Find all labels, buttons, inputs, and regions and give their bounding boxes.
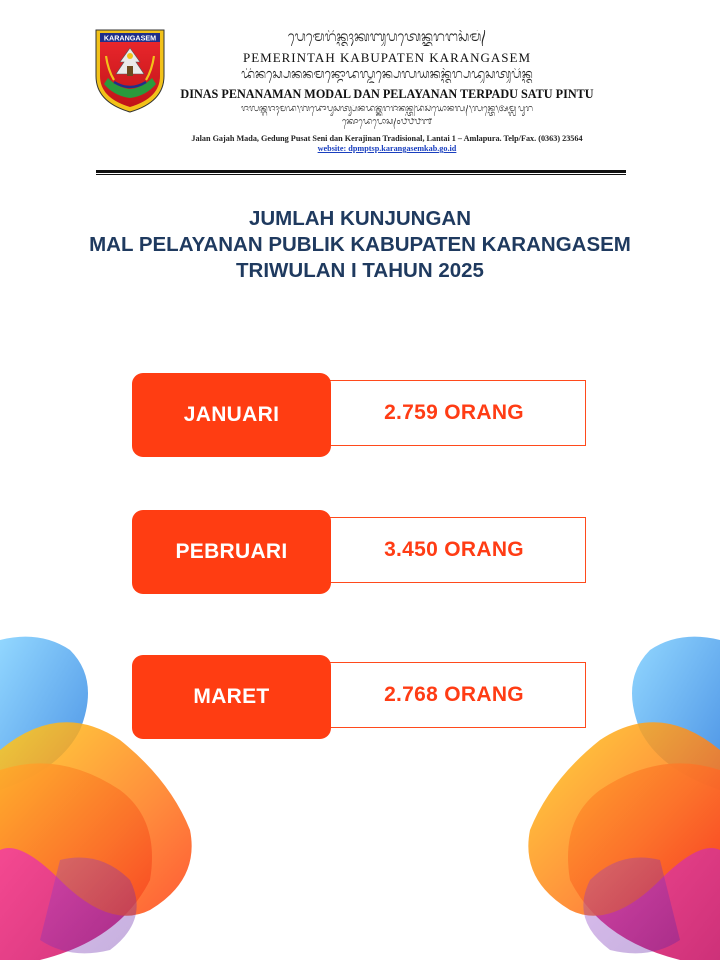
visit-count-box [322,380,586,446]
month-label-box [132,510,331,594]
agency-name: DINAS PENANAMAN MODAL DAN PELAYANAN TERPADU SATU PINTU [180,87,594,101]
balinese-script-line-4: ᬓᭀᬤᬾᬧᭀᬲ᭄᭐᭘᭘᭘᭑ [341,118,433,127]
logo-label: KARANGASEM [103,33,157,43]
month-label-box [132,655,331,739]
visit-count-box [322,662,586,728]
address: Jalan Gajah Mada, Gedung Pusat Seni dan Kerajinan Tradisional, Lantai 1 – Amlapura. Telp/Fax. (0363) 23564 [191,134,583,143]
visit-row-januari [132,373,588,457]
visit-count-box [322,517,586,583]
balinese-script-line-2: ᬤᬶᬦᬲ᭄ᬧᬾᬦᬦᬫᬦ᭄ᬫᭀᬤᬮ᭄ᬤᬦ᭄ᬧᬾᬮᬬᬦᬦ᭄ᬢᭂᬭ᭄ᬧᬤᬸᬲᬢᬸᬧᬶᬦ᭄ᬢᬸ [241,68,533,82]
letterhead [92,22,628,176]
month-label-box [132,373,331,457]
visit-count: 2.768 ORANG [384,683,524,706]
visit-row-pebruari [132,510,588,594]
government-name: PEMERINTAH KABUPATEN KARANGASEM [242,50,532,65]
month-label: JANUARI [183,403,280,426]
month-label: MARET [193,685,270,708]
website-link[interactable]: website: dpmptsp.karangasemkab.go.id [317,144,457,153]
balinese-script-line-3: ᬚᬮᬦ᭄ᬕᬚᬄᬫᬤ᭞ᬕᭂᬤᭀᬂᬧᬸᬲᬢ᭄ᬲᭂᬦᬶᬤᬦ᭄ᬓᭂᬭᬚᬶᬦᬦ᭄ᬢ᭄ᬭᬤᬶᬲᬶᬬᭀᬦᬮ᭄᭞ᬮᬦ᭄ᬢᬾ᭞ᬅᬫ᭄ᬮᬧᬸᬭ [241,105,533,114]
visit-count: 3.450 ORANG [384,538,524,561]
title-line-2: MAL PELAYANAN PUBLIK KABUPATEN KARANGASEM [89,233,631,256]
title-line-3: TRIWULAN I TAHUN 2025 [236,259,484,282]
page-title [0,206,720,284]
balinese-script-line-1: ᬧᬾᬫᬾᬭᬶᬦ᭄ᬢᬄᬓᬩᬸᬧᬢᬾᬦ᭄ᬓᬭᬗᬲᭂᬫ᭄ [287,30,487,45]
visit-row-maret [132,655,588,739]
letterhead-divider-thick [96,170,626,173]
title-line-1: JUMLAH KUNJUNGAN [248,207,472,230]
letterhead-text [152,22,622,153]
visit-count: 2.759 ORANG [384,401,524,424]
month-label: PEBRUARI [175,540,288,563]
letterhead-divider-thin [96,174,626,175]
